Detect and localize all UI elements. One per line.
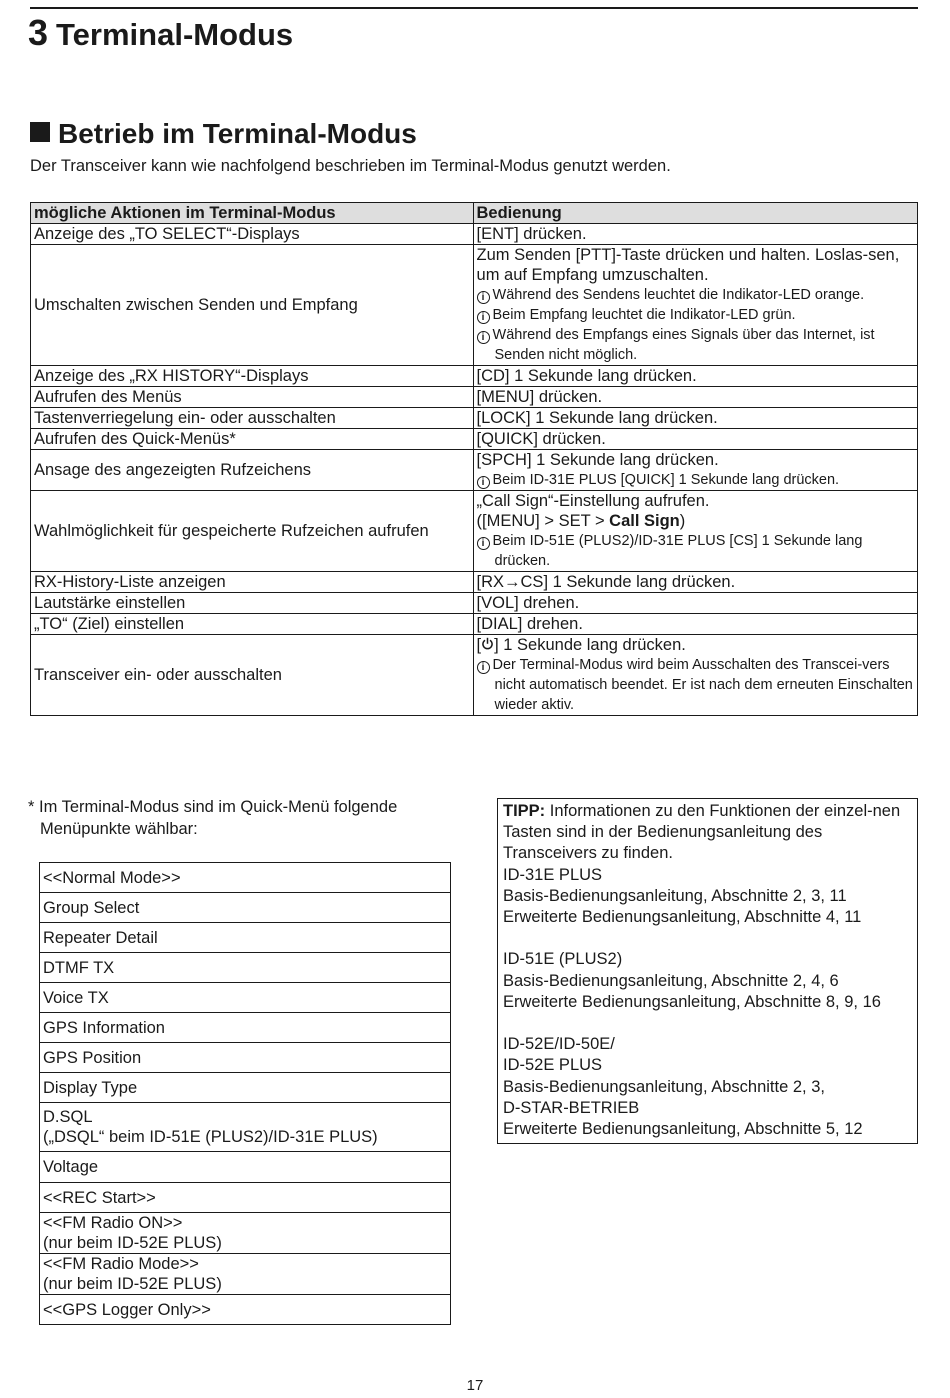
section-title: Betrieb im Terminal-Modus xyxy=(58,118,417,149)
quick-menu-item: Group Select xyxy=(40,893,451,923)
note: i Während des Sendens leuchtet die Indikator-LED orange. xyxy=(477,285,914,305)
operation-text: Zum Senden [PTT]-Taste drücken und halten. Loslas-sen, um auf Empfang umzuschalten. xyxy=(476,246,900,284)
action-cell: Aufrufen des Menüs xyxy=(31,387,474,408)
table-row xyxy=(31,614,918,635)
quick-menu-item: GPS Position xyxy=(40,1043,451,1073)
quick-menu-item: <<GPS Logger Only>> xyxy=(40,1295,451,1325)
operation-text: [ ] 1 Sekunde lang drücken. xyxy=(476,636,686,654)
operation-cell xyxy=(473,635,917,716)
operation-cell xyxy=(473,491,917,572)
note: i Während des Empfangs eines Signals über das Internet, ist Senden nicht möglich. xyxy=(477,325,914,365)
section-intro: Der Transceiver kann wie nachfolgend beschrieben im Terminal-Modus genutzt werden. xyxy=(30,157,671,175)
operation-text: „Call Sign“-Einstellung aufrufen. xyxy=(476,492,710,510)
operation-cell xyxy=(473,245,917,366)
table-row xyxy=(31,635,918,716)
quick-menu-item: <<REC Start>> xyxy=(40,1183,451,1213)
table-row xyxy=(31,408,918,429)
table-row xyxy=(31,245,918,366)
quick-menu-row xyxy=(40,1103,451,1152)
quick-menu-row xyxy=(40,1043,451,1073)
quick-menu-row xyxy=(40,1295,451,1325)
operation-cell: [RX→CS] 1 Sekunde lang drücken. xyxy=(473,572,917,593)
quick-menu-item: DTMF TX xyxy=(40,953,451,983)
info-icon: i xyxy=(477,331,490,344)
quick-menu-item: Repeater Detail xyxy=(40,923,451,953)
action-cell: Transceiver ein- oder ausschalten xyxy=(31,635,474,716)
note: i Beim ID-31E PLUS [QUICK] 1 Sekunde lang drücken. xyxy=(477,470,914,490)
quick-menu-item: <<Normal Mode>> xyxy=(40,863,451,893)
table-row xyxy=(31,224,918,245)
action-cell: Umschalten zwischen Senden und Empfang xyxy=(31,245,474,366)
table-row xyxy=(31,387,918,408)
table-row xyxy=(31,366,918,387)
note: i Der Terminal-Modus wird beim Ausschalten des Transcei-vers nicht automatisch beendet. Er ist nach dem erneuten Einschalten wieder aktiv. xyxy=(477,655,914,715)
quick-menu-item: GPS Information xyxy=(40,1013,451,1043)
tip-label: TIPP: xyxy=(503,802,546,820)
quick-menu-item: Display Type xyxy=(40,1073,451,1103)
tip-model: ID-52E/ID-50E/ ID-52E PLUS xyxy=(503,1035,615,1075)
action-cell: Lautstärke einstellen xyxy=(31,593,474,614)
tip-basic-manual: Basis-Bedienungsanleitung, Abschnitte 2, 3, D-STAR-BETRIEB xyxy=(503,1077,825,1117)
quick-menu-item: <<FM Radio Mode>> (nur beim ID-52E PLUS) xyxy=(40,1254,451,1295)
table-row xyxy=(31,593,918,614)
quick-menu-item: Voice TX xyxy=(40,983,451,1013)
info-icon: i xyxy=(477,537,490,550)
tip-basic-manual: Basis-Bedienungsanleitung, Abschnitte 2, 4, 6 xyxy=(503,971,839,990)
tip-advanced-manual: Erweiterte Bedienungsanleitung, Abschnitte 8, 9, 16 xyxy=(503,992,881,1011)
column-header-actions: mögliche Aktionen im Terminal-Modus xyxy=(31,203,474,224)
operation-text: [SPCH] 1 Sekunde lang drücken. xyxy=(476,451,719,469)
tip-intro: TIPP: Informationen zu den Funktionen der einzel-nen Tasten sind in der Bedienungsanleitung des Transceivers zu finden. xyxy=(503,802,901,863)
operation-cell xyxy=(473,450,917,491)
quick-menu-item: D.SQL („DSQL“ beim ID-51E (PLUS2)/ID-31E PLUS) xyxy=(40,1103,451,1152)
chapter-heading xyxy=(28,12,293,54)
action-cell: Aufrufen des Quick-Menüs* xyxy=(31,429,474,450)
chapter-title: Terminal-Modus xyxy=(56,17,294,52)
table-row xyxy=(31,572,918,593)
tip-model: ID-31E PLUS xyxy=(503,865,603,884)
page-number: 17 xyxy=(466,1377,484,1394)
tip-advanced-manual: Erweiterte Bedienungsanleitung, Abschnitte 5, 12 xyxy=(503,1120,863,1139)
quick-menu-row xyxy=(40,1213,451,1254)
note: i Beim ID-51E (PLUS2)/ID-31E PLUS [CS] 1 Sekunde lang drücken. xyxy=(477,531,914,571)
quick-menu-row xyxy=(40,1254,451,1295)
operation-cell: [MENU] drücken. xyxy=(473,387,917,408)
note: i Beim Empfang leuchtet die Indikator-LED grün. xyxy=(477,305,914,325)
tip-model: ID-51E (PLUS2) xyxy=(503,950,623,969)
quick-menu-row xyxy=(40,923,451,953)
quick-menu-row xyxy=(40,863,451,893)
menu-path: ([MENU] > SET > Call Sign) xyxy=(476,512,686,530)
operation-cell: [VOL] drehen. xyxy=(473,593,917,614)
operation-cell: [ENT] drücken. xyxy=(473,224,917,245)
tip-model-block xyxy=(503,949,912,1013)
quick-menu-row xyxy=(40,1073,451,1103)
square-bullet-icon xyxy=(30,122,50,142)
chapter-number: 3 xyxy=(28,12,49,53)
table-row xyxy=(31,491,918,572)
table-row xyxy=(31,429,918,450)
quick-menu-row xyxy=(40,953,451,983)
info-icon: i xyxy=(477,661,490,674)
quick-menu-row xyxy=(40,1013,451,1043)
section-heading xyxy=(30,118,417,150)
column-header-operation: Bedienung xyxy=(473,203,917,224)
operation-cell: [DIAL] drehen. xyxy=(473,614,917,635)
quick-menu-item: Voltage xyxy=(40,1152,451,1183)
top-rule xyxy=(30,7,918,9)
operation-cell: [LOCK] 1 Sekunde lang drücken. xyxy=(473,408,917,429)
power-icon xyxy=(481,637,494,651)
quick-menu-item: <<FM Radio ON>> (nur beim ID-52E PLUS) xyxy=(40,1213,451,1254)
quick-menu-row xyxy=(40,1183,451,1213)
quick-menu-table xyxy=(39,862,451,1325)
footnote: * Im Terminal-Modus sind im Quick-Menü folgende Menüpunkte wählbar: xyxy=(28,798,398,838)
actions-table xyxy=(30,202,918,716)
action-cell: Ansage des angezeigten Rufzeichens xyxy=(31,450,474,491)
quick-menu-row xyxy=(40,1152,451,1183)
operation-cell: [QUICK] drücken. xyxy=(473,429,917,450)
info-icon: i xyxy=(477,311,490,324)
action-cell: Tastenverriegelung ein- oder ausschalten xyxy=(31,408,474,429)
tip-model-block xyxy=(503,865,912,929)
tip-basic-manual: Basis-Bedienungsanleitung, Abschnitte 2, 3, 11 xyxy=(503,886,847,905)
info-icon: i xyxy=(477,291,490,304)
action-cell: Wahlmöglichkeit für gespeicherte Rufzeichen aufrufen xyxy=(31,491,474,572)
table-header-row xyxy=(31,203,918,224)
tip-box xyxy=(497,798,918,1144)
quick-menu-row xyxy=(40,893,451,923)
action-cell: Anzeige des „RX HISTORY“-Displays xyxy=(31,366,474,387)
tip-advanced-manual: Erweiterte Bedienungsanleitung, Abschnitte 4, 11 xyxy=(503,908,862,927)
action-cell: Anzeige des „TO SELECT“-Displays xyxy=(31,224,474,245)
action-cell: RX-History-Liste anzeigen xyxy=(31,572,474,593)
operation-cell: [CD] 1 Sekunde lang drücken. xyxy=(473,366,917,387)
tip-model-block xyxy=(503,1034,912,1140)
quick-menu-row xyxy=(40,983,451,1013)
info-icon: i xyxy=(477,476,490,489)
table-row xyxy=(31,450,918,491)
action-cell: „TO“ (Ziel) einstellen xyxy=(31,614,474,635)
